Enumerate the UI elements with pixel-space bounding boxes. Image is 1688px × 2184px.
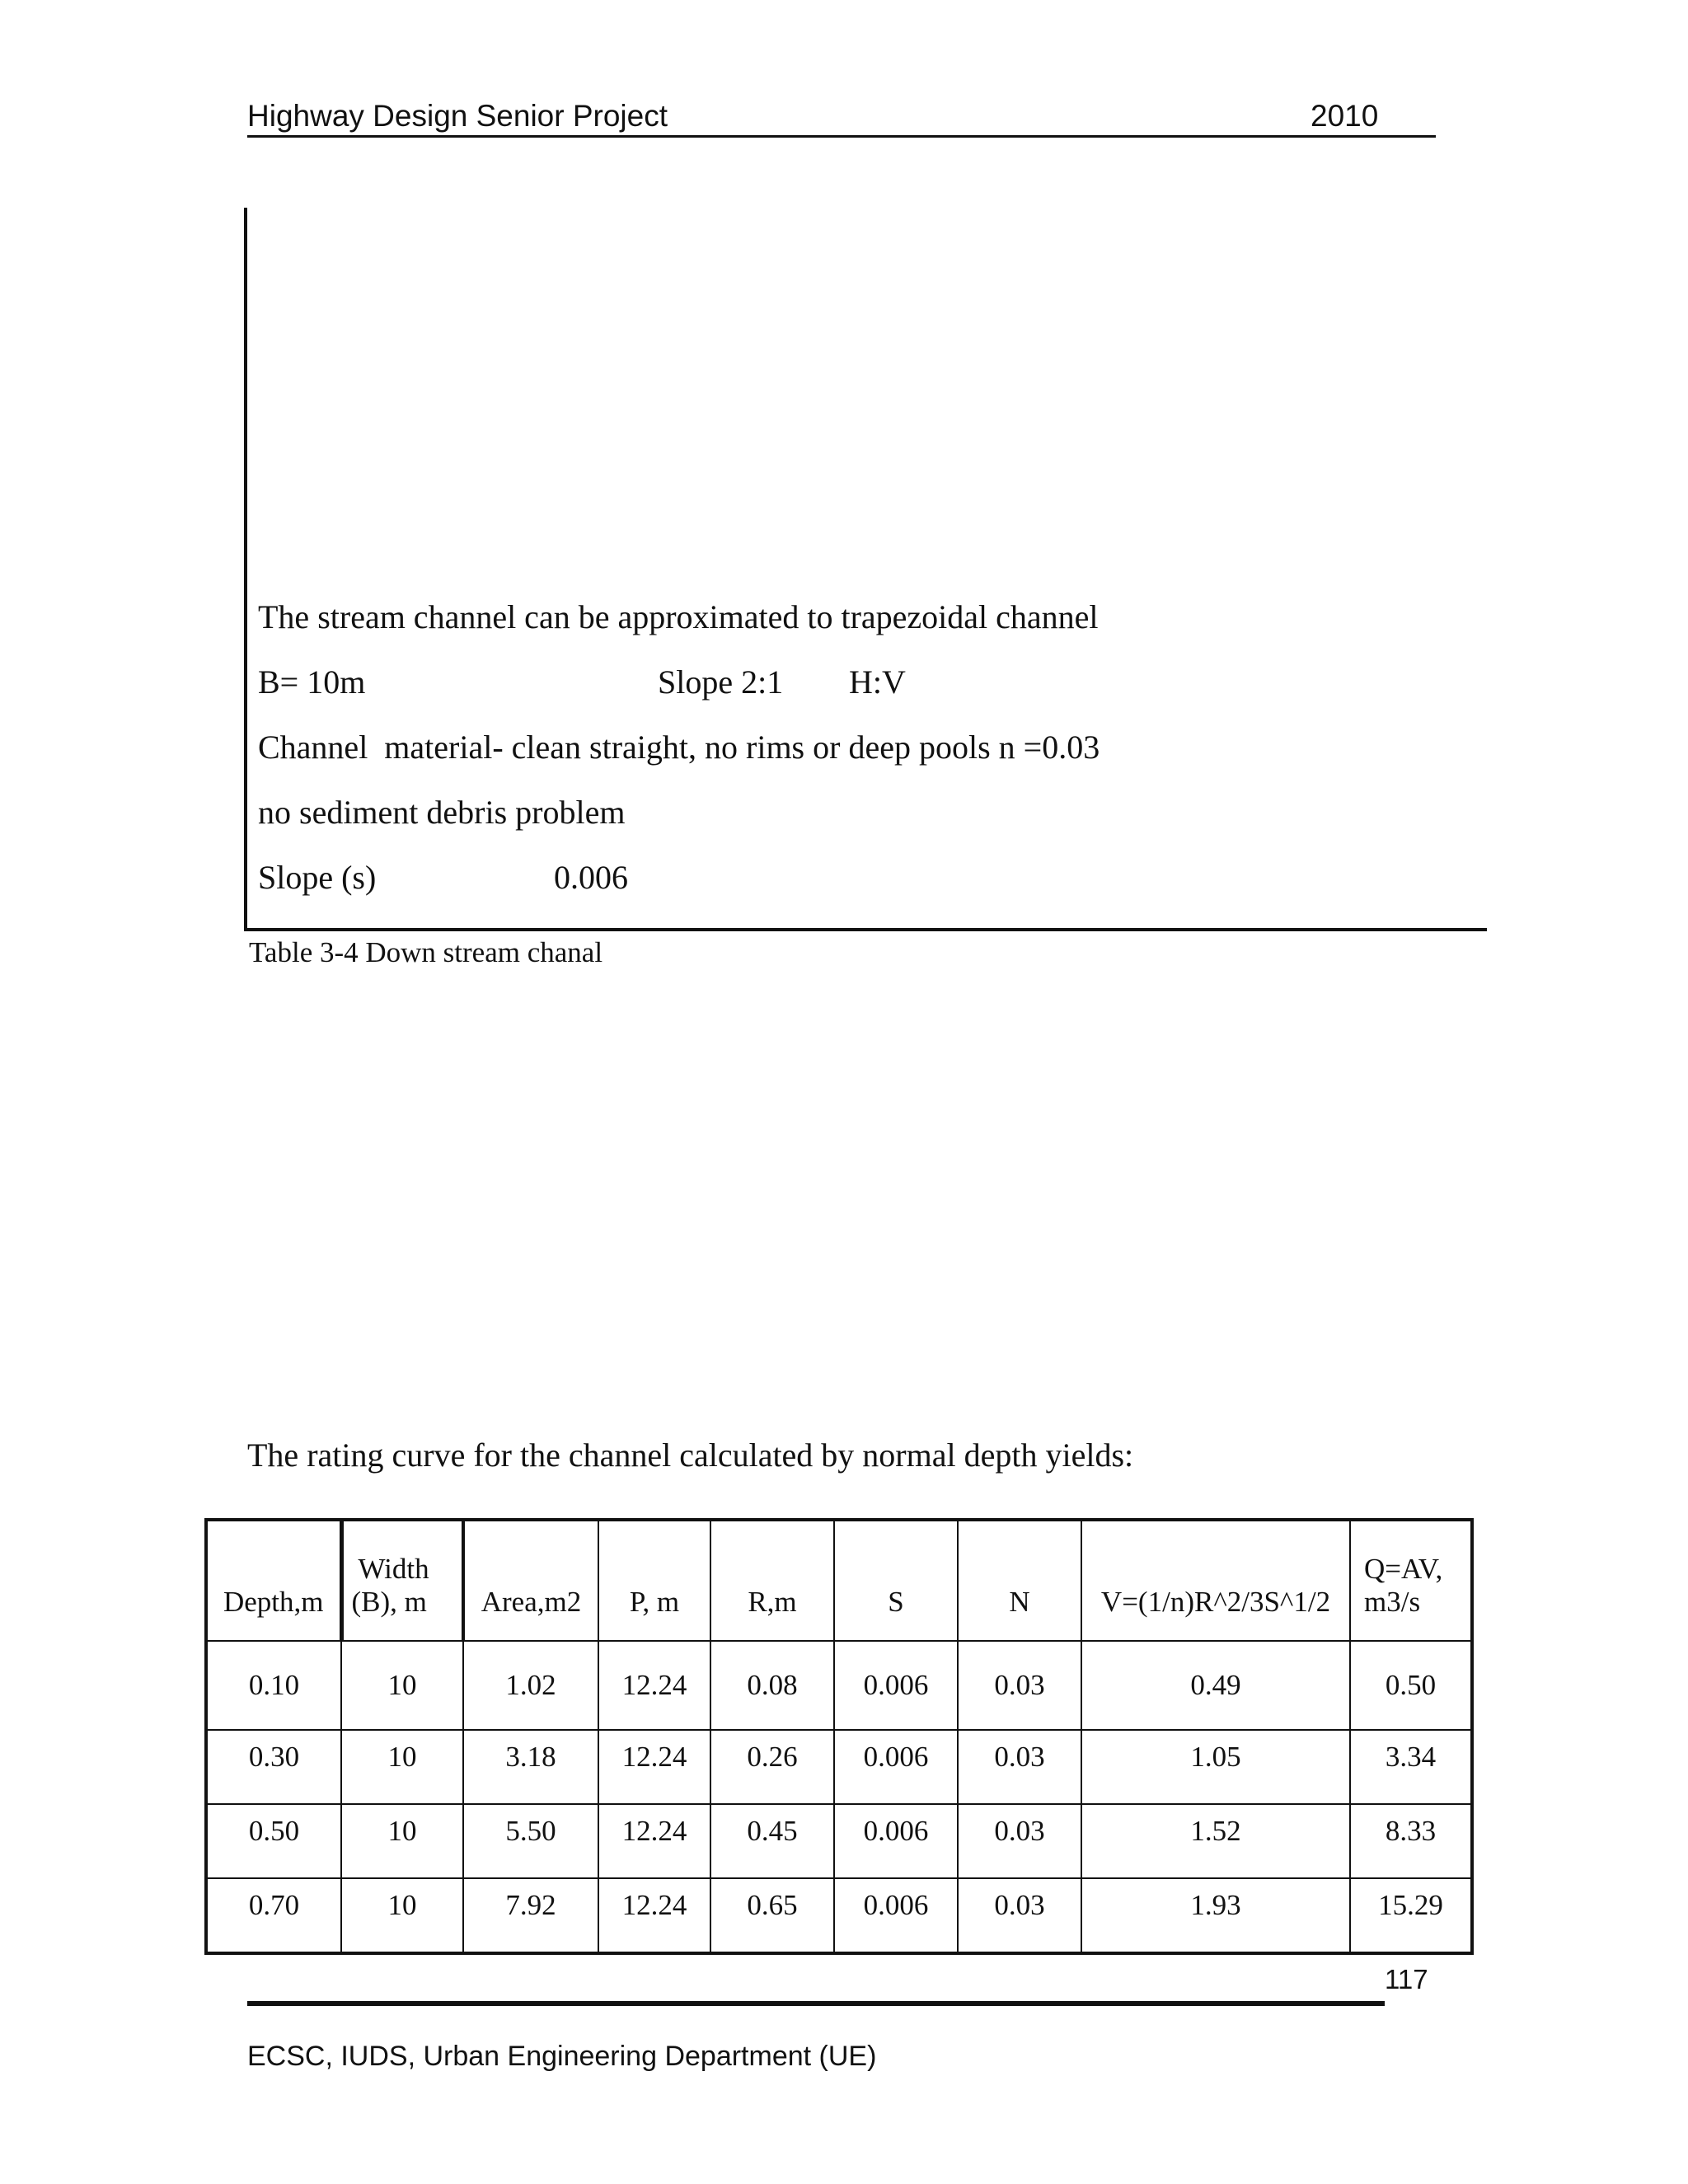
cell-depth: 0.10 <box>206 1641 341 1730</box>
cell-width: 10 <box>341 1878 463 1953</box>
cell-roughness: 0.03 <box>958 1730 1081 1804</box>
channel-description: The stream channel can be approximated to trapezoidal channel <box>258 598 1099 635</box>
cell-width: 10 <box>341 1730 463 1804</box>
box-left-border <box>244 208 247 931</box>
cell-slope: 0.006 <box>834 1641 958 1730</box>
table-row <box>206 1878 1472 1953</box>
cell-roughness: 0.03 <box>958 1878 1081 1953</box>
cell-area: 5.50 <box>463 1804 598 1878</box>
cell-hydraulic-radius: 0.26 <box>710 1730 834 1804</box>
cell-slope: 0.006 <box>834 1878 958 1953</box>
channel-slope-unit: H:V <box>849 663 906 701</box>
cell-discharge: 0.50 <box>1350 1641 1472 1730</box>
channel-slope-s-label: Slope (s) <box>258 859 377 896</box>
cell-velocity: 1.05 <box>1081 1730 1350 1804</box>
cell-depth: 0.70 <box>206 1878 341 1953</box>
cell-depth: 0.50 <box>206 1804 341 1878</box>
cell-depth: 0.30 <box>206 1730 341 1804</box>
channel-bottom-width: B= 10m <box>258 663 366 701</box>
header-perimeter: P, m <box>598 1520 710 1641</box>
header-discharge: Q=AV, m3/s <box>1350 1520 1472 1641</box>
cell-velocity: 1.93 <box>1081 1878 1350 1953</box>
channel-slope-s-value: 0.006 <box>554 859 628 896</box>
header-slope: S <box>834 1520 958 1641</box>
cell-hydraulic-radius: 0.45 <box>710 1804 834 1878</box>
cell-area: 3.18 <box>463 1730 598 1804</box>
cell-perimeter: 12.24 <box>598 1804 710 1878</box>
header-area: Area,m2 <box>463 1520 598 1641</box>
channel-side-slope: Slope 2:1 <box>658 663 784 701</box>
cell-slope: 0.006 <box>834 1730 958 1804</box>
cell-velocity: 0.49 <box>1081 1641 1350 1730</box>
header-width: Width (B), m <box>341 1520 463 1641</box>
cell-area: 1.02 <box>463 1641 598 1730</box>
footer-rule <box>247 2001 1385 2006</box>
rating-curve-intro: The rating curve for the channel calculated by normal depth yields: <box>247 1436 1134 1474</box>
cell-roughness: 0.03 <box>958 1641 1081 1730</box>
cell-perimeter: 12.24 <box>598 1641 710 1730</box>
channel-sediment-note: no sediment debris problem <box>258 794 626 831</box>
cell-area: 7.92 <box>463 1878 598 1953</box>
table-caption: Table 3-4 Down stream chanal <box>249 936 603 968</box>
cell-hydraulic-radius: 0.08 <box>710 1641 834 1730</box>
cell-perimeter: 12.24 <box>598 1878 710 1953</box>
cell-width: 10 <box>341 1641 463 1730</box>
box-bottom-border <box>244 928 1487 931</box>
header-title: Highway Design Senior Project <box>247 99 668 133</box>
header-depth: Depth,m <box>206 1520 341 1641</box>
header-year: 2010 <box>1311 99 1379 133</box>
table-row <box>206 1641 1472 1730</box>
cell-slope: 0.006 <box>834 1804 958 1878</box>
cell-roughness: 0.03 <box>958 1804 1081 1878</box>
header-hydraulic-radius: R,m <box>710 1520 834 1641</box>
header-velocity: V=(1/n)R^2/3S^1/2 <box>1081 1520 1350 1641</box>
page-number: 117 <box>1385 1964 1428 1994</box>
table-header-row <box>206 1520 1472 1641</box>
table-row <box>206 1804 1472 1878</box>
cell-hydraulic-radius: 0.65 <box>710 1878 834 1953</box>
cell-discharge: 3.34 <box>1350 1730 1472 1804</box>
cell-discharge: 15.29 <box>1350 1878 1472 1953</box>
cell-perimeter: 12.24 <box>598 1730 710 1804</box>
cell-velocity: 1.52 <box>1081 1804 1350 1878</box>
header-rule <box>247 135 1436 138</box>
cell-width: 10 <box>341 1804 463 1878</box>
rating-curve-table <box>204 1518 1474 1955</box>
cell-discharge: 8.33 <box>1350 1804 1472 1878</box>
channel-material: Channel material- clean straight, no rims or deep pools n =0.03 <box>258 729 1100 766</box>
footer-text: ECSC, IUDS, Urban Engineering Department (UE) <box>247 2041 877 2072</box>
header-roughness: N <box>958 1520 1081 1641</box>
table-row <box>206 1730 1472 1804</box>
